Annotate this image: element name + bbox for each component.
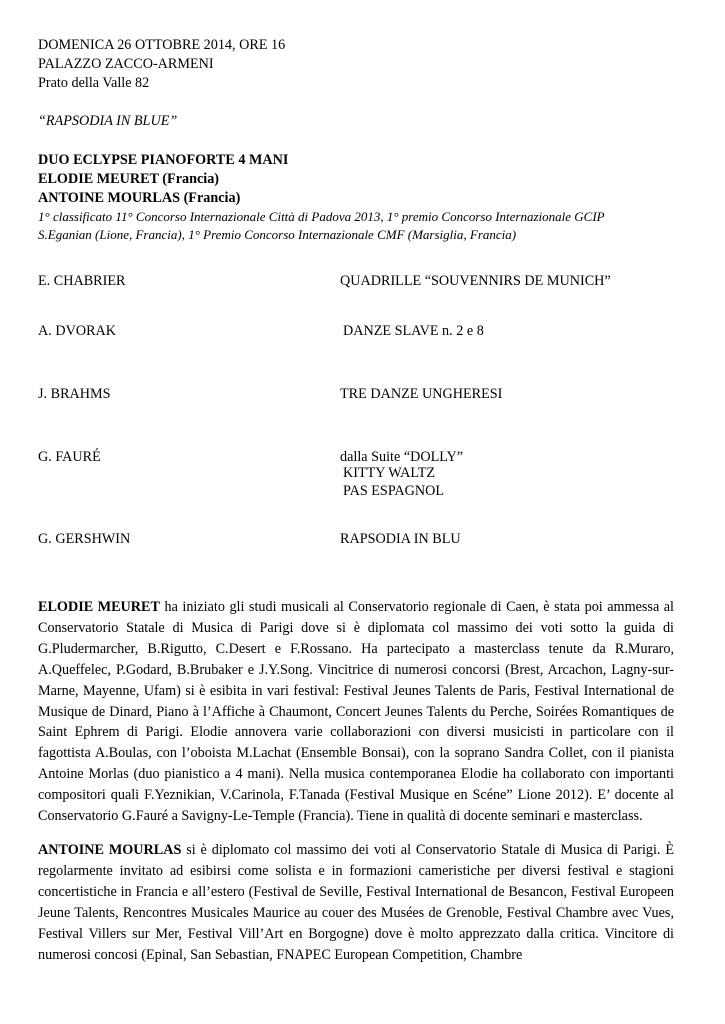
duo-name: DUO ECLYPSE PIANOFORTE 4 MANI [38,152,289,168]
program-movement: PAS ESPAGNOL [343,483,445,499]
program-composer: J. BRAHMS [38,386,111,402]
performer-1: ELODIE MEURET (Francia) [38,171,220,187]
bio-antoine-mourlas [38,840,674,965]
event-date: DOMENICA 26 OTTOBRE 2014, ORE 16 [38,37,286,53]
program-piece: dalla Suite “DOLLY” [340,449,464,465]
program-composer: E. CHABRIER [38,273,126,289]
program-composer: A. DVORAK [38,323,117,339]
bio-text: si è diplomato col massimo dei voti al Conservatorio Statale di Musica di Parigi. È regolarmente invitato ad esibirsi come solista e in formazioni cameristiche per diversi festival e stagioni concertistiche in Francia e all’estero (Festival de Seville, Festival International de Besancon, Festival Europeen Jeune Talents, Rencontres Musicales Maurice au couer des Musées de Grenoble, Festival Chambre avec Vues, Festival Villers sur Mer, Festival Vill’Art en Borgogne) dove è molto apprezzato dalla critica. Vincitore di numerosi concosi (Epinal, San Sebastian, FNAPEC European Competition, Chambre [38,842,675,963]
program-piece: DANZE SLAVE n. 2 e 8 [343,323,484,339]
bio-text: ha iniziato gli studi musicali al Conservatorio regionale di Caen, è stata poi ammessa al Conservatorio Statale di Musica di Parigi dove si è diplomata col massimo dei voti sotto la guida di G.Pludermarcher, B.Rigutto, C.Desert e F.Rossano. Ha partecipato a masterclass tenute da R.Muraro, A.Queffelec, P.Godard, B.Brubaker e J.Y.Song. Vincitrice di numerosi concorsi (Brest, Arcachon, Lagny-sur-Marne, Mayenne, Ufam) si è esibita in vari festival: Festival Jeunes Talents de Paris, Festival International de Musique de Dinard, Piano à l’Affiche à Chaumont, Concert Jeunes Talents du Perche, Soirées Romantiques de Saint Ephrem di Parigi. Elodie annovera varie collaborazioni con diversi musicisti in particolare con il fagottista A.Boulas, con l’oboista M.Lachat (Ensemble Bonsai), con la soprano Sandra Collet, con il pianista Antoine Morlas (duo pianistico a 4 mani). Nella musica contemporanea Elodie ha collaborato con importanti compositori quali F.Yeznikian, V.Carinola, F.Tanada (Festival Musique en Scéne” Lione 2012). E’ docente al Conservatorio G.Fauré a Savigny-Le-Temple (Francia). Tiene in qualità di docente seminari e masterclass. [38,599,674,825]
bio-name: ANTOINE MOURLAS [38,842,182,858]
concert-title: “RAPSODIA IN BLUE” [38,113,178,129]
program-piece: TRE DANZE UNGHERESI [340,386,503,402]
event-venue: PALAZZO ZACCO-ARMENI [38,56,214,72]
program-composer: G. FAURÉ [38,449,101,465]
program-composer: G. GERSHWIN [38,531,131,547]
program-piece: RAPSODIA IN BLU [340,531,461,547]
awards-line-1: 1° classificato 11° Concorso Internazionale Città di Padova 2013, 1° premio Concorso Internazionale GCIP [38,209,605,224]
event-address: Prato della Valle 82 [38,75,150,91]
program-movement: KITTY WALTZ [343,465,436,481]
bio-elodie-meuret [38,597,674,827]
program-piece: QUADRILLE “SOUVENNIRS DE MUNICH” [340,273,611,289]
bio-name: ELODIE MEURET [38,599,160,615]
awards-line-2: S.Eganian (Lione, Francia), 1° Premio Concorso Internazionale CMF (Marsiglia, Francia) [38,227,517,242]
performer-2: ANTOINE MOURLAS (Francia) [38,190,241,206]
